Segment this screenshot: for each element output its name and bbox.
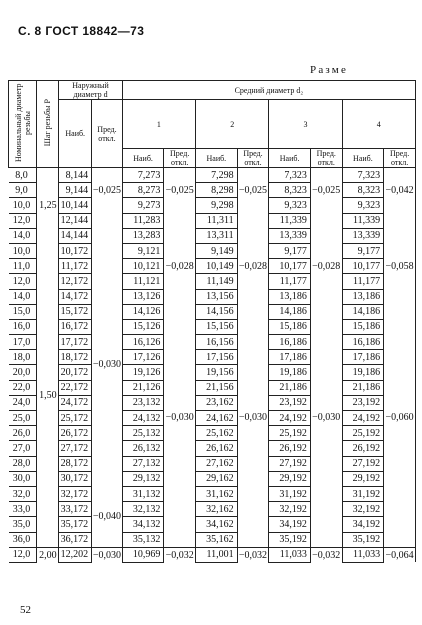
table-row (9, 228, 416, 243)
middle-max-1-cell: 11,121 (122, 274, 164, 289)
middle-max-1-cell: 21,126 (122, 380, 164, 395)
middle-max-4-cell: 31,192 (342, 486, 384, 501)
outer-deviation-cell (92, 213, 123, 243)
page-header: С. 8 ГОСТ 18842—73 (18, 24, 145, 38)
table-row (9, 289, 416, 304)
middle-deviation-3-cell: −0,032 (310, 547, 342, 562)
middle-max-2-cell: 24,162 (196, 411, 238, 426)
middle-max-2-cell: 10,149 (196, 259, 238, 274)
middle-max-3-cell: 21,186 (269, 380, 311, 395)
table-row (9, 183, 416, 198)
outer-max-cell: 18,172 (59, 350, 92, 365)
outer-max-cell: 35,172 (59, 517, 92, 532)
outer-max-cell: 9,144 (59, 183, 92, 198)
middle-max-2-cell: 11,001 (196, 547, 238, 562)
outer-max-cell: 20,172 (59, 365, 92, 380)
outer-deviation-cell: −0,030 (92, 243, 123, 486)
middle-max-2-cell: 23,162 (196, 395, 238, 410)
middle-max-2-cell: 31,162 (196, 486, 238, 501)
outer-max-cell: 28,172 (59, 456, 92, 471)
outer-max-cell: 8,144 (59, 168, 92, 183)
table-row (9, 213, 416, 228)
nominal-diameter-cell: 33,0 (9, 502, 37, 517)
table-row (9, 456, 416, 471)
header-nominal-diameter: Номинальный диаметр резьбы (9, 81, 37, 168)
middle-max-2-cell: 34,162 (196, 517, 238, 532)
middle-max-4-cell: 9,323 (342, 198, 384, 213)
middle-max-2-cell: 16,156 (196, 335, 238, 350)
middle-deviation-4-cell (384, 213, 416, 243)
outer-max-cell: 12,172 (59, 274, 92, 289)
outer-max-cell: 36,172 (59, 532, 92, 547)
middle-deviation-4-cell: −0,042 (384, 168, 416, 214)
middle-max-3-cell: 31,192 (269, 486, 311, 501)
header-deviation-3: Пред. откл. (310, 149, 342, 168)
outer-max-cell: 15,172 (59, 304, 92, 319)
header-outer-diameter: Наружный диаметр d (59, 81, 122, 100)
middle-max-3-cell: 35,192 (269, 532, 311, 547)
outer-max-cell: 30,172 (59, 471, 92, 486)
middle-max-3-cell: 34,192 (269, 517, 311, 532)
middle-max-4-cell: 19,186 (342, 365, 384, 380)
middle-max-2-cell: 9,298 (196, 198, 238, 213)
middle-max-2-cell: 14,156 (196, 304, 238, 319)
nominal-diameter-cell: 22,0 (9, 380, 37, 395)
table-row (9, 243, 416, 258)
middle-max-2-cell: 11,149 (196, 274, 238, 289)
middle-max-3-cell: 7,323 (269, 168, 311, 183)
middle-max-4-cell: 21,186 (342, 380, 384, 395)
middle-deviation-4-cell: −0,058 (384, 243, 416, 289)
middle-max-4-cell: 27,192 (342, 456, 384, 471)
middle-max-4-cell: 13,339 (342, 228, 384, 243)
middle-max-2-cell: 19,156 (196, 365, 238, 380)
middle-max-4-cell: 34,192 (342, 517, 384, 532)
middle-max-3-cell: 11,177 (269, 274, 311, 289)
middle-deviation-4-cell: −0,060 (384, 289, 416, 547)
middle-max-1-cell: 26,132 (122, 441, 164, 456)
middle-max-1-cell: 34,132 (122, 517, 164, 532)
outer-max-cell: 25,172 (59, 411, 92, 426)
nominal-diameter-cell: 18,0 (9, 350, 37, 365)
header-middle-diameter: Средний диаметр d₂ (122, 81, 415, 100)
middle-max-4-cell: 11,339 (342, 213, 384, 228)
middle-max-1-cell: 25,132 (122, 426, 164, 441)
header-max-4: Наиб. (342, 149, 384, 168)
table-row (9, 319, 416, 334)
header-deviation-4: Пред. откл. (384, 149, 416, 168)
nominal-diameter-cell: 8,0 (9, 168, 37, 183)
middle-max-1-cell: 10,969 (122, 547, 164, 562)
middle-deviation-3-cell: −0,025 (310, 168, 342, 214)
middle-max-3-cell: 9,323 (269, 198, 311, 213)
middle-max-2-cell: 21,156 (196, 380, 238, 395)
middle-max-3-cell: 25,192 (269, 426, 311, 441)
middle-max-3-cell: 23,192 (269, 395, 311, 410)
outer-deviation-cell: −0,040 (92, 486, 123, 547)
nominal-diameter-cell: 14,0 (9, 228, 37, 243)
middle-max-4-cell: 35,192 (342, 532, 384, 547)
table-row (9, 395, 416, 410)
nominal-diameter-cell: 11,0 (9, 259, 37, 274)
table-row (9, 517, 416, 532)
middle-max-3-cell: 29,192 (269, 471, 311, 486)
outer-max-cell: 14,144 (59, 228, 92, 243)
nominal-diameter-cell: 12,0 (9, 213, 37, 228)
table-row (9, 350, 416, 365)
middle-max-4-cell: 8,323 (342, 183, 384, 198)
table-row (9, 411, 416, 426)
table-row (9, 365, 416, 380)
header-max-3: Наиб. (269, 149, 311, 168)
middle-deviation-2-cell: −0,032 (237, 547, 269, 562)
middle-max-2-cell: 13,156 (196, 289, 238, 304)
middle-max-3-cell: 11,339 (269, 213, 311, 228)
middle-max-1-cell: 13,283 (122, 228, 164, 243)
nominal-diameter-cell: 12,0 (9, 274, 37, 289)
nominal-diameter-cell: 10,0 (9, 198, 37, 213)
middle-deviation-2-cell: −0,025 (237, 168, 269, 214)
nominal-diameter-cell: 27,0 (9, 441, 37, 456)
outer-max-cell: 26,172 (59, 426, 92, 441)
middle-max-2-cell: 17,156 (196, 350, 238, 365)
header-class-3: 3 (269, 100, 342, 149)
middle-max-3-cell: 11,033 (269, 547, 311, 562)
middle-max-1-cell: 29,132 (122, 471, 164, 486)
header-deviation-1: Пред. откл. (164, 149, 196, 168)
middle-deviation-2-cell (237, 213, 269, 243)
middle-max-1-cell: 32,132 (122, 502, 164, 517)
middle-max-4-cell: 7,323 (342, 168, 384, 183)
middle-max-2-cell: 11,311 (196, 213, 238, 228)
nominal-diameter-cell: 20,0 (9, 365, 37, 380)
middle-deviation-3-cell: −0,030 (310, 289, 342, 547)
nominal-diameter-cell: 35,0 (9, 517, 37, 532)
outer-max-cell: 24,172 (59, 395, 92, 410)
thread-dimensions-table (8, 80, 416, 563)
header-class-2: 2 (196, 100, 269, 149)
outer-max-cell: 12,144 (59, 213, 92, 228)
middle-max-2-cell: 25,162 (196, 426, 238, 441)
middle-max-2-cell: 32,162 (196, 502, 238, 517)
nominal-diameter-cell: 30,0 (9, 471, 37, 486)
page-number: 52 (20, 604, 31, 616)
middle-max-3-cell: 24,192 (269, 411, 311, 426)
nominal-diameter-cell: 10,0 (9, 243, 37, 258)
middle-max-2-cell: 29,162 (196, 471, 238, 486)
middle-max-3-cell: 8,323 (269, 183, 311, 198)
nominal-diameter-cell: 32,0 (9, 486, 37, 501)
middle-max-1-cell: 31,132 (122, 486, 164, 501)
table-row (9, 486, 416, 501)
header-outer-max: Наиб. (59, 100, 92, 168)
middle-max-4-cell: 23,192 (342, 395, 384, 410)
middle-deviation-1-cell: −0,032 (164, 547, 196, 562)
pitch-cell: 2,00 (37, 547, 59, 562)
middle-max-3-cell: 15,186 (269, 319, 311, 334)
outer-max-cell: 10,144 (59, 198, 92, 213)
pitch-cell: 1,50 (37, 243, 59, 547)
middle-deviation-4-cell: −0,064 (384, 547, 416, 562)
middle-deviation-1-cell: −0,028 (164, 243, 196, 289)
middle-max-3-cell: 9,177 (269, 243, 311, 258)
middle-max-3-cell: 19,186 (269, 365, 311, 380)
middle-max-4-cell: 14,186 (342, 304, 384, 319)
middle-deviation-2-cell: −0,030 (237, 289, 269, 547)
middle-max-3-cell: 26,192 (269, 441, 311, 456)
middle-max-1-cell: 23,132 (122, 395, 164, 410)
outer-max-cell: 14,172 (59, 289, 92, 304)
table-row (9, 547, 416, 562)
middle-max-2-cell: 13,311 (196, 228, 238, 243)
middle-max-2-cell: 26,162 (196, 441, 238, 456)
middle-max-1-cell: 7,273 (122, 168, 164, 183)
header-class-4: 4 (342, 100, 415, 149)
outer-max-cell: 17,172 (59, 335, 92, 350)
middle-deviation-3-cell (310, 213, 342, 243)
table-row (9, 335, 416, 350)
middle-max-1-cell: 16,126 (122, 335, 164, 350)
table-row (9, 380, 416, 395)
middle-max-2-cell: 7,298 (196, 168, 238, 183)
middle-max-1-cell: 8,273 (122, 183, 164, 198)
middle-max-1-cell: 24,132 (122, 411, 164, 426)
nominal-diameter-cell: 36,0 (9, 532, 37, 547)
header-max-2: Наиб. (196, 149, 238, 168)
table-row (9, 259, 416, 274)
section-title: Разме (310, 64, 349, 76)
middle-max-3-cell: 10,177 (269, 259, 311, 274)
nominal-diameter-cell: 24,0 (9, 395, 37, 410)
table-row (9, 274, 416, 289)
middle-max-1-cell: 15,126 (122, 319, 164, 334)
outer-max-cell: 11,172 (59, 259, 92, 274)
table-body (9, 168, 416, 563)
middle-max-3-cell: 13,339 (269, 228, 311, 243)
middle-max-4-cell: 32,192 (342, 502, 384, 517)
middle-max-1-cell: 35,132 (122, 532, 164, 547)
middle-max-4-cell: 11,033 (342, 547, 384, 562)
middle-max-4-cell: 9,177 (342, 243, 384, 258)
header-max-1: Наиб. (122, 149, 164, 168)
middle-max-3-cell: 16,186 (269, 335, 311, 350)
middle-max-2-cell: 9,149 (196, 243, 238, 258)
outer-max-cell: 10,172 (59, 243, 92, 258)
pitch-cell: 1,25 (37, 168, 59, 244)
table-row (9, 532, 416, 547)
middle-max-4-cell: 25,192 (342, 426, 384, 441)
table-row (9, 441, 416, 456)
middle-max-1-cell: 19,126 (122, 365, 164, 380)
middle-max-1-cell: 9,121 (122, 243, 164, 258)
header-deviation-2: Пред. откл. (237, 149, 269, 168)
middle-max-2-cell: 8,298 (196, 183, 238, 198)
outer-max-cell: 22,172 (59, 380, 92, 395)
middle-max-1-cell: 27,132 (122, 456, 164, 471)
outer-deviation-cell: −0,025 (92, 168, 123, 214)
table-row (9, 471, 416, 486)
table-row (9, 502, 416, 517)
middle-max-2-cell: 15,156 (196, 319, 238, 334)
middle-deviation-3-cell: −0,028 (310, 243, 342, 289)
table-row (9, 168, 416, 183)
nominal-diameter-cell: 14,0 (9, 289, 37, 304)
middle-max-3-cell: 17,186 (269, 350, 311, 365)
middle-max-4-cell: 24,192 (342, 411, 384, 426)
outer-max-cell: 12,202 (59, 547, 92, 562)
middle-max-1-cell: 10,121 (122, 259, 164, 274)
nominal-diameter-cell: 12,0 (9, 547, 37, 562)
middle-max-4-cell: 17,186 (342, 350, 384, 365)
outer-max-cell: 16,172 (59, 319, 92, 334)
nominal-diameter-cell: 16,0 (9, 319, 37, 334)
nominal-diameter-cell: 15,0 (9, 304, 37, 319)
header-class-1: 1 (122, 100, 195, 149)
middle-max-4-cell: 29,192 (342, 471, 384, 486)
middle-max-1-cell: 17,126 (122, 350, 164, 365)
middle-max-4-cell: 13,186 (342, 289, 384, 304)
middle-max-3-cell: 32,192 (269, 502, 311, 517)
middle-max-1-cell: 13,126 (122, 289, 164, 304)
header-outer-deviation: Пред. откл. (92, 100, 123, 168)
middle-max-4-cell: 11,177 (342, 274, 384, 289)
header-pitch: Шаг резьбы P (37, 81, 59, 168)
middle-max-3-cell: 14,186 (269, 304, 311, 319)
middle-max-3-cell: 13,186 (269, 289, 311, 304)
middle-max-2-cell: 27,162 (196, 456, 238, 471)
middle-max-1-cell: 11,283 (122, 213, 164, 228)
middle-deviation-1-cell: −0,030 (164, 289, 196, 547)
middle-max-3-cell: 27,192 (269, 456, 311, 471)
middle-max-4-cell: 10,177 (342, 259, 384, 274)
middle-max-4-cell: 15,186 (342, 319, 384, 334)
outer-max-cell: 32,172 (59, 486, 92, 501)
table-row (9, 304, 416, 319)
middle-max-2-cell: 35,162 (196, 532, 238, 547)
middle-deviation-1-cell (164, 213, 196, 243)
nominal-diameter-cell: 28,0 (9, 456, 37, 471)
middle-max-4-cell: 26,192 (342, 441, 384, 456)
nominal-diameter-cell: 9,0 (9, 183, 37, 198)
middle-max-1-cell: 9,273 (122, 198, 164, 213)
table-row (9, 426, 416, 441)
middle-deviation-2-cell: −0,028 (237, 243, 269, 289)
outer-max-cell: 33,172 (59, 502, 92, 517)
middle-max-1-cell: 14,126 (122, 304, 164, 319)
outer-deviation-cell: −0,030 (92, 547, 123, 562)
middle-deviation-1-cell: −0,025 (164, 168, 196, 214)
outer-max-cell: 27,172 (59, 441, 92, 456)
table-row (9, 198, 416, 213)
nominal-diameter-cell: 26,0 (9, 426, 37, 441)
middle-max-4-cell: 16,186 (342, 335, 384, 350)
nominal-diameter-cell: 17,0 (9, 335, 37, 350)
nominal-diameter-cell: 25,0 (9, 411, 37, 426)
